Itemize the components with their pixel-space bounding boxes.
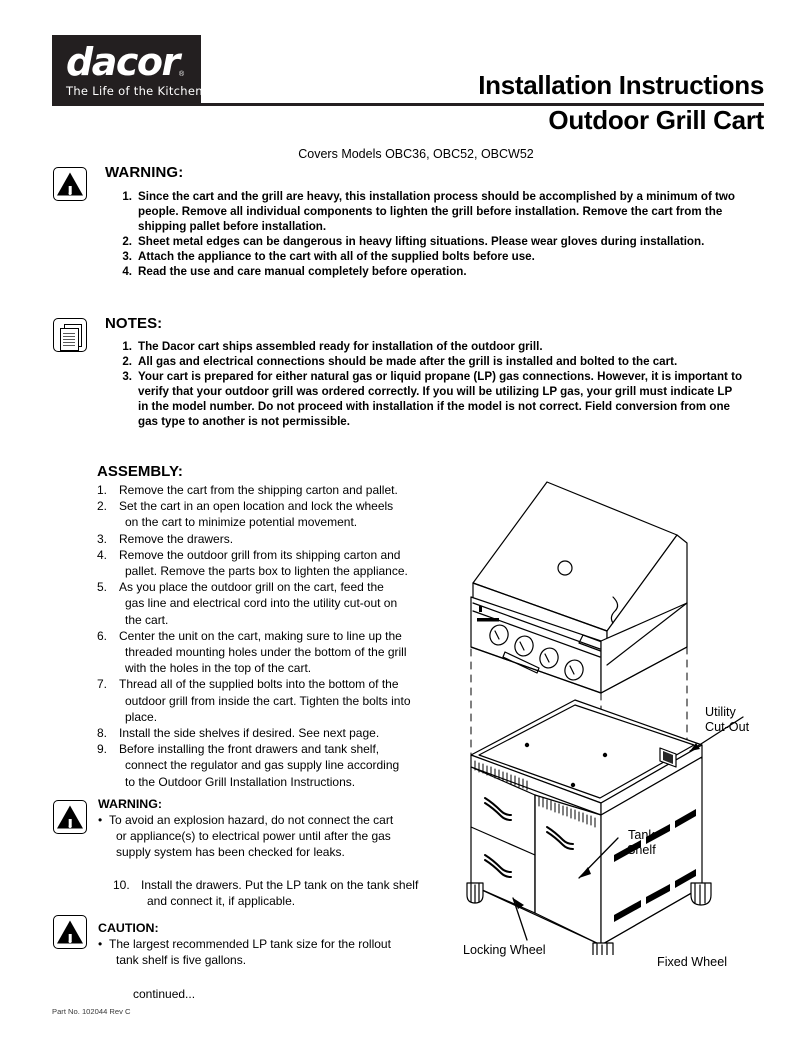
list-text <box>119 498 442 530</box>
list-number: 8. <box>97 726 108 741</box>
list-line: on the cart to minimize potential movement. <box>125 515 358 530</box>
page-title-line1: Installation Instructions <box>478 70 764 100</box>
list-line: Set the cart in an open location and lock the wheels <box>119 499 394 514</box>
list-number: 1. <box>97 483 108 497</box>
list-number: 4. <box>97 547 108 562</box>
tank-shelf-label-line1: Tank <box>628 828 655 842</box>
warning-list-item <box>120 234 740 249</box>
list-number: 3. <box>97 531 108 546</box>
assembly-list-item <box>97 741 442 790</box>
list-number: 6. <box>97 628 108 643</box>
tank-shelf-label-line2: Shelf <box>627 843 656 857</box>
list-number: 3. <box>122 370 132 384</box>
diagram-svg <box>455 455 802 955</box>
notes-list-item <box>120 339 745 354</box>
tank-shelf-label <box>627 828 656 858</box>
warning-exclamation-dot <box>69 825 72 828</box>
outdoor-grill-cart-assembly-diagram <box>455 455 802 969</box>
warning-exclamation-dot <box>69 192 72 195</box>
bullet-glyph: • <box>98 937 103 951</box>
covered-models-subtitle: Covers Models OBC36, OBC52, OBCW52 <box>298 147 534 161</box>
list-line: Install the side shelves if desired. See next page. <box>119 726 380 741</box>
list-number: 10. <box>113 878 130 892</box>
list-number: 4. <box>122 265 132 279</box>
assembly-list-item <box>97 579 442 628</box>
list-text <box>119 676 442 725</box>
list-line: and connect it, if applicable. <box>147 894 296 909</box>
warning-bottom-block <box>98 797 448 861</box>
fixed-wheel-label: Fixed Wheel <box>657 955 727 969</box>
list-number: 3. <box>122 250 132 264</box>
assembly-list-item <box>97 531 442 547</box>
warning-bottom-line: To avoid an explosion hazard, do not connect the cart <box>109 813 394 827</box>
assembly-list-item <box>97 482 442 498</box>
caution-body <box>98 936 453 968</box>
warning-triangle-icon <box>53 800 87 834</box>
warning-bottom-line: supply system has been checked for leaks. <box>116 845 345 860</box>
list-text: Attach the appliance to the cart with all of the supplied bolts before use. <box>138 250 535 264</box>
list-text <box>119 531 442 547</box>
list-number: 2. <box>122 355 132 369</box>
list-line: Before installing the front drawers and tank shelf, <box>119 742 380 757</box>
notes-list <box>120 339 745 430</box>
list-number: 9. <box>97 742 108 757</box>
assembly-list-item <box>97 628 442 677</box>
assembly-list-item <box>97 676 442 725</box>
list-line: Install the drawers. Put the LP tank on the tank shelf <box>141 878 419 892</box>
warning-triangle-icon <box>53 167 87 201</box>
assembly-list <box>97 482 442 790</box>
list-line: threaded mounting holes under the bottom of the grill <box>125 645 407 660</box>
list-text: The Dacor cart ships assembled ready for installation of the outdoor grill. <box>138 340 543 353</box>
list-line: to the Outdoor Grill Installation Instructions. <box>125 774 356 789</box>
list-line: outdoor grill from inside the cart. Tighten the bolts into <box>125 693 411 708</box>
notes-list-item <box>120 369 745 429</box>
list-number: 5. <box>97 580 108 595</box>
warning-bottom-heading: WARNING: <box>98 797 163 811</box>
warning-bottom-line: or appliance(s) to electrical power until after the gas <box>116 829 391 844</box>
list-line: Remove the cart from the shipping carton and pallet. <box>119 483 398 497</box>
list-text <box>141 877 443 909</box>
list-text: Your cart is prepared for either natural gas or liquid propane (LP) gas connections. However, it is important to verify that your outdoor grill was ordered correctly. If you will be utilizing LP gas, your grill must indicate LP in the model number. Do not proceed with installation if the model is not correct. Field conversion from one gas type to another is not permissible. <box>138 370 743 429</box>
utility-cutout-label-line2: Cut-Out <box>705 720 750 734</box>
continued-label: continued... <box>133 987 196 1001</box>
list-text: Sheet metal edges can be dangerous in heavy lifting situations. Please wear gloves during installation. <box>138 235 705 249</box>
list-line: gas line and electrical cord into the utility cut-out on <box>125 596 398 611</box>
caution-block <box>98 921 453 968</box>
warning-list-item <box>120 189 740 234</box>
list-line: the cart. <box>125 612 169 627</box>
list-number: 2. <box>97 499 108 514</box>
list-line: Remove the outdoor grill from its shipping carton and <box>119 547 401 562</box>
list-text <box>119 547 442 579</box>
caution-heading: CAUTION: <box>98 921 159 935</box>
utility-cutout-label <box>705 705 749 735</box>
list-text <box>119 628 442 677</box>
list-text <box>119 579 442 628</box>
caution-exclamation-dot <box>69 940 72 943</box>
list-text: Since the cart and the grill are heavy, this installation process should be accomplished by a minimum of two people. Remove all individual components to lighten the grill before installation. Remove the cart from the shipping pallet before installation. <box>138 190 736 234</box>
utility-cutout-label-line1: Utility <box>705 705 736 719</box>
logo-wordmark: dacor <box>66 40 179 84</box>
list-text: Read the use and care manual completely before operation. <box>138 265 467 279</box>
part-number-label: Part No. 102044 Rev C <box>52 1007 131 1016</box>
warning-bottom-text <box>109 812 448 861</box>
assembly-list-item <box>97 547 442 579</box>
caution-line: The largest recommended LP tank size for the rollout <box>109 937 391 951</box>
list-line: with the holes in the top of the cart. <box>125 661 312 676</box>
dacor-logo <box>52 35 215 104</box>
notes-pages-icon <box>53 318 87 352</box>
list-number: 7. <box>97 677 108 692</box>
notes-page-front <box>60 328 79 351</box>
list-text <box>119 482 442 498</box>
caution-text <box>109 936 453 968</box>
assembly-list-item-10 <box>113 877 443 909</box>
warning-list-item <box>120 264 740 279</box>
warning-heading: WARNING: <box>105 164 184 181</box>
caution-triangle-icon <box>53 915 87 949</box>
bullet-glyph: • <box>98 813 103 827</box>
list-number: 1. <box>122 340 132 353</box>
list-number: 2. <box>122 235 132 249</box>
warning-list <box>120 189 740 280</box>
logo-tagline: The Life of the Kitchen® <box>66 84 215 98</box>
assembly-list-item <box>97 498 442 530</box>
list-line: Thread all of the supplied bolts into the bottom of the <box>119 677 399 692</box>
logo-registered-mark: ® <box>179 71 185 78</box>
assembly-heading: ASSEMBLY: <box>97 463 183 480</box>
list-line: pallet. Remove the parts box to lighten the appliance. <box>125 564 408 579</box>
warning-bottom-body <box>98 812 448 861</box>
warning-list-item <box>120 249 740 264</box>
page-title-line2: Outdoor Grill Cart <box>548 105 764 135</box>
list-text <box>119 741 442 790</box>
caution-line: tank shelf is five gallons. <box>116 953 247 968</box>
assembly-list-item <box>97 725 442 741</box>
list-line: connect the regulator and gas supply line according <box>125 758 400 773</box>
list-number: 1. <box>122 190 132 203</box>
locking-wheel-label: Locking Wheel <box>463 943 546 957</box>
list-text <box>119 725 442 741</box>
list-line: As you place the outdoor grill on the cart, feed the <box>119 580 384 595</box>
list-line: Center the unit on the cart, making sure to line up the <box>119 628 402 643</box>
notes-heading: NOTES: <box>105 315 163 332</box>
list-text: All gas and electrical connections should be made after the grill is installed and bolted to the cart. <box>138 355 678 369</box>
list-line: Remove the drawers. <box>119 531 234 546</box>
list-line: place. <box>125 709 158 724</box>
notes-list-item <box>120 354 745 369</box>
